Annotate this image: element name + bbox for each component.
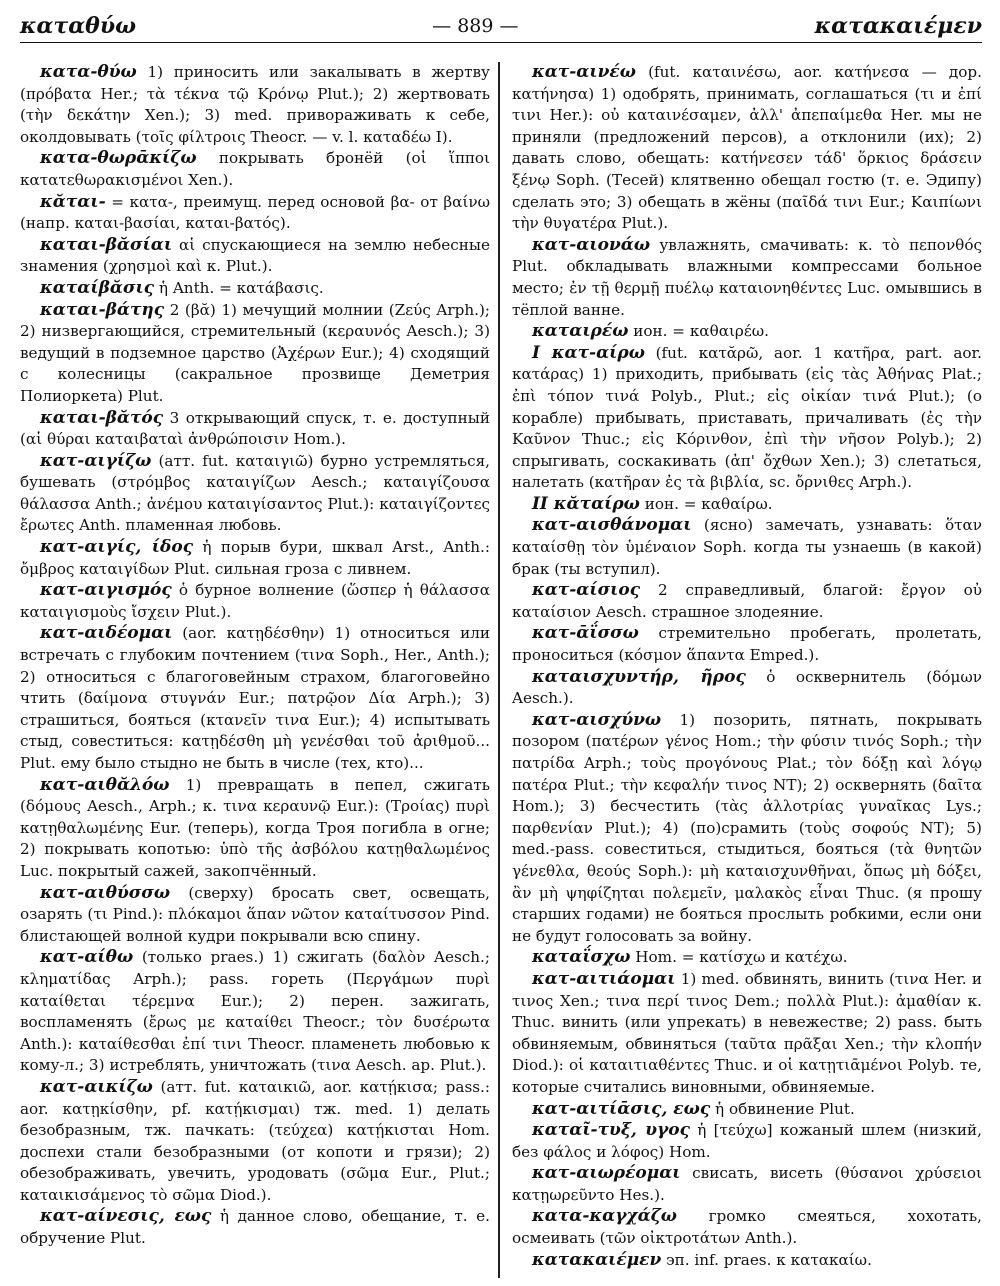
entry-headword: καται-βάτης [40,299,165,320]
entry-headword: κατ-αισχύνω [531,709,662,730]
entry-headword: κατ-αιθύσσω [40,882,171,903]
entry-definition: 3 открывающий спуск, т. е. доступный (αἱ θύραι καταιβαταὶ ἀνθρώποισιν Hom.). [20,408,490,449]
dictionary-entry [512,1206,982,1249]
left-column [20,62,498,1278]
entry-definition: Hom. = κατίσχω и κατέχω. [630,948,848,967]
entry-headword: καταισχυντήρ, ῆρος [531,666,746,687]
entry-definition: 1) med. обвинять, винить (τινα Her. и τινος Xen.; τινα περί τινος Dem.; πολλὰ Plut.): ἀμαθίαν κ. Thuc. винить (или упрекать) в невежестве; 2) pass. быть обвиняемым, обвиняться (ταῦτα πρᾶξαι Xen.; τὴν κλοπήν Diod.): οἱ καταιτιαθέντες Thuc. и οἱ κατῃτιᾱμένοι Polyb. те, которые считались виновными, обвиняемые. [511,969,982,1096]
entry-definition: (aor. κατῃδέσθην) 1) относиться или встречать с глубоким почтением (τινα Soph., Her., Anth.); 2) относиться с благоговейным страхом, благоговейно чтить (δαίμονα στυγνάν Eur.; πατρῷον Δία Arph.); 3) страшиться, бояться (κτανεῖν τινα Eur.); 4) испытывать стыд, совеститься: κατῃδέσθη μὴ γενέσθαι τοῦ ἀριθμοῦ... Plut. ему было стыдно не быть в числе (тех, кто)... [20,624,490,772]
entry-definition: стремительно пробегать, пролетать, проноситься (κόσμον ἅπαντα Emped.). [511,624,982,665]
dictionary-entry [512,321,982,343]
entry-headword: κατ-αίθω [40,947,134,968]
entry-definition: αἱ спускающиеся на землю небесные знамения (χρησμοὶ καὶ κ. Plut.). [20,235,490,276]
right-column [500,62,982,1278]
dictionary-entry [20,192,490,235]
entry-definition: 2 справедливый, благой: ἔργον οὐ καταίσιον Aesch. страшное злодеяние. [511,581,982,621]
dictionary-entry [512,343,982,494]
entry-definition: ἡ данное слово, обещание, т. е. обручение Plut. [20,1207,490,1248]
entry-headword: κατ-αίνεσις, εως [40,1206,212,1227]
entry-definition: ἡ [τεύχω] кожаный шлем (низкий, без φάλος и λόφος) Hom. [511,1121,982,1161]
entry-definition: ἡ порыв бури, шквал Arst., Anth.: ὄμβρος καταιγίδων Plut. сильная гроза с ливнем. [20,538,490,578]
dictionary-entry [20,947,490,1077]
dictionary-entry [512,494,982,516]
dictionary-entry [512,667,982,710]
header-right-catchword: κατακαιέμεν [814,13,982,39]
entry-headword: κατ-αίσιος [531,580,641,601]
entry-definition: (сверху) бросать свет, освещать, озарять (τι Pind.): πλόκαμοι ἅπαν νῶτον καταίτυσσον Pind. блистающей волной кудри покрывали всю спину. [20,883,490,945]
entry-definition: (fut. κατᾰρῶ, aor. 1 κατῆρα, part. aor. κατάρας) 1) приходить, прибывать (εἰς τὰς Ἀθήνας Plat.; ἐπὶ τόπον τινά Polyb., Plut.; εἰς οἰκίαν τινά Plut.); (о корабле) прибывать, приставать, причаливать (ἐς τὴν Καῦνον Thuc.; εἰς Κόρινθον, ἐπὶ τὴν νῆσον Polyb.); 2) спрыгивать, соскакивать (ἀπ' ὄχθων Xen.); 3) слетаться, налетать (κατῆραν ἐς τὰ βιβλία, sc. ὄρνιθες Arph.). [511,343,982,492]
entry-definition: (fut. καταινέσω, aor. κατήνεσα — дор. κατήνησα) 1) одобрять, принимать, соглашаться (τι и ἐπί τινι Her.): οὐ καταινέσαμεν, ἀλλ' ἀπεπαίμεθα Her. мы не приняли (предложений персов), а отклонили (их); 2) давать слово, обещать: κατήνεσεν τάδ' ὅρκιος δράσειν ξένῳ Soph. (Тесей) клятвенно обещал гостю (т. е. Эдипу) сделать это; 3) обещать в жёны (παῖδά τινι Eur.; Καιπίωνι τὴν θυγατέρα Plut.). [511,63,982,233]
dictionary-entry [20,408,490,451]
entry-definition: ион. = καθαιρέω. [628,322,769,341]
entry-headword: κατα-θύω [40,62,137,82]
entry-headword: κατακαιέμεν [531,1249,662,1270]
entry-headword: II κᾰταίρω [531,493,640,514]
dictionary-entry [512,947,982,969]
dictionary-entry [512,62,982,235]
entry-headword: κατ-αιδέομαι [40,623,173,644]
entry-headword: κατ-αιθᾰλόω [40,774,170,795]
dictionary-entry [512,969,982,1099]
dictionary-entry [20,775,490,883]
dictionary-entry [512,1163,982,1206]
entry-definition: покрывать бронёй (οἱ ἵπποι κατατεθωρακισμένοι Xen.). [20,149,490,189]
page-header [20,10,982,43]
dictionary-entry [20,451,490,537]
entry-headword: καται-βᾰτός [40,407,164,428]
entry-headword: καταιρέω [531,321,629,342]
header-left-catchword: καταθύω [20,13,137,39]
entry-definition: ὁ осквернитель (δόμων Aesch.). [511,667,982,708]
entry-definition: = κατα-, преимущ. перед основой βα- от βαίνω (напр. καται-βασίαι, καται-βατός). [20,192,490,233]
entry-headword: κατ-αιγίς, ίδος [40,537,194,558]
entry-definition: (только praes.) 1) сжигать (δαλὸν Aesch.; κληματίδας Arph.); pass. гореть (Περγάμων πυρὶ καταίθεται τέρεμνα Eur.); 2) перен. зажигать, воспламенять (ἔρως με καταίθει Theocr.; τὸν δυσέρωτα Anth.): καταίθεσθαι ἐπί τινι Theocr. пламенеть любовью к кому-л.; 3) истреблять, уничтожать (τινα Aesch. ap. Plut.). [20,948,490,1075]
entry-headword: καταίβᾰσις [40,277,155,298]
dictionary-entry [20,580,490,623]
entry-definition: эп. inf. praes. к κατακαίω. [661,1250,872,1269]
dictionary-entry [20,883,490,948]
entry-definition: ἡ обвинение Plut. [710,1099,855,1118]
dictionary-entry [512,1250,982,1272]
dictionary-entry [20,623,490,774]
entry-definition: (атт. fut. καταιγιῶ) бурно устремляться, бушевать (στρόμβος καταιγίζων Aesch.; καταιγίζουσα θάλασσα Anth.; ἀνέμου καταιγίσαντος Plut.): καταιγίζοντες ἔρωτες Anth. пламенная любовь. [20,451,490,535]
entry-definition: 1) превращать в пепел, сжигать (δόμους Aesch., Arph.; κ. τινα κεραυνῷ Eur.): (Τροίας) πυρὶ κατῃθαλωμένης Eur. (теперь), когда Троя погибла в огне; 2) покрывать копотью: ὑπὸ τῆς ἀσβόλου κατῃθαλωμένος Luc. покрытый сажей, закопчённый. [20,775,490,880]
entry-headword: κατα-καγχάζω [531,1206,677,1227]
dictionary-entry [20,235,490,278]
entry-headword: κατ-αινέω [531,62,636,82]
dictionary-entry [20,148,490,191]
entry-headword: κατ-αιονάω [531,234,651,255]
entry-definition: свисать, висеть (θύσανοι χρύσειοι κατῃωρεῦντο Hes.). [511,1164,982,1204]
entry-headword: καται-βᾰσίαι [40,234,173,255]
entry-headword: κατ-αιτίᾱσις, εως [531,1098,711,1119]
entry-headword: κατ-αιγίζω [40,450,152,471]
entry-headword: I κατ-αίρω [531,342,645,363]
entry-definition: ион. = καθαίρω. [639,494,773,513]
entry-headword: κατ-αικίζω [40,1076,153,1097]
entry-definition: (ясно) замечать, узнавать: ὅταν καταίσθῃ τὸν ὑμέναιον Soph. когда ты узнаешь (в какой) брак (ты вступил). [511,516,982,578]
dictionary-entry [512,515,982,580]
dictionary-entry [512,1099,982,1121]
dictionary-entry [20,300,490,408]
entry-definition: громко смеяться, хохотать, осмеивать (τῶν οἰκτροτάτων Anth.). [511,1207,982,1248]
dictionary-entry [512,580,982,623]
entry-headword: καταΐσχω [531,947,631,968]
dictionary-entry [20,537,490,580]
entry-definition: увлажнять, смачивать: κ. τὸ πεπονθός Plut. обкладывать влажными компрессами больное место; ἐν τῇ θερμῇ πυέλῳ καταιονηθέντες Luc. омывшись в тёплой ванне. [511,235,982,319]
entry-definition: ὁ бурное волнение (ὥσπερ ἡ θάλασσα καταιγισμοὺς ἴσχειν Plut.). [20,581,490,621]
dictionary-entry [20,1077,490,1207]
entry-headword: κᾰται- [40,191,106,212]
entry-definition: (атт. fut. καταικιῶ, aor. κατῄκισα; pass.: aor. κατῃκίσθην, pf. κατῄκισμαι) тж. med. 1) делать безобразным, тж. пачкать: (τεύχεα) κατῄκισται Hom. доспехи стали безобразными (от копоти и грязи); 2) обезображивать, увечить, уродовать (σῶμα Eur., Plut.; καταικισάμενος τὸ σῶμα Diod.). [20,1077,490,1204]
dictionary-entry [512,710,982,948]
dictionary-entry [20,1206,490,1249]
entry-definition: ἡ Anth. = κατάβασις. [154,278,324,297]
dictionary-entry [512,235,982,321]
dictionary-entry [20,62,490,148]
entry-headword: καταῖ-τυξ, υγος [531,1120,690,1141]
dictionary-entry [512,1120,982,1163]
entry-headword: κατ-αιγισμός [40,580,172,601]
entry-definition: 2 (βᾰ) 1) мечущий молнии (Ζεύς Arph.); 2) низвергающийся, стремительный (κεραυνός Aesch.); 3) ведущий в подземное царство (Ἀχέρων Eur.); 4) сходящий с колесницы (сакральное прозвище Деметрия Полиоркета) Plut. [20,300,490,405]
entry-headword: κατα-θωρᾱκίζω [40,148,197,169]
entry-headword: κατ-ᾱΐσσω [531,623,639,644]
dictionary-entry [20,278,490,300]
dictionary-entry [512,623,982,666]
entry-headword: κατ-αισθάνομαι [531,515,692,536]
entry-headword: κατ-αιτιάομαι [531,968,676,989]
dictionary-columns [20,62,982,1278]
entry-headword: κατ-αιωρέομαι [531,1163,681,1184]
page-number: — 889 — [432,15,519,37]
entry-definition: 1) приносить или закалывать в жертву (πρόβατα Her.; τὰ τέκνα τῷ Κρόνῳ Plut.); 2) жертвовать (τὴν δεκάτην Xen.); 3) med. привораживать к себе, околдовывать (τοῖς φίλτροις Theocr. — v. l. καταδέω I). [20,63,490,146]
entry-definition: 1) позорить, пятнать, покрывать позором (πατέρων γένος Hom.; τὴν φύσιν τινός Soph.; τὴν πατρίδα Arph.; τοὺς προγόνους Plat.; τὸν δόξῃ καὶ λόγῳ πατέρα Plut.; τὴν κεφαλήν τινος NT); 2) осквернять (δαῖτα Hom.); 3) бесчестить (τὰς ἀλλοτρίας γυναῖκας Lys.; παρθενίαν Plut.); 4) (по)срамить (τοὺς σοφούς NT); 5) med.-pass. совеститься, стыдиться, бояться (τὰ θνητῶν γένεθλα, θεούς Soph.): μὴ καταισχυνθῆναι, ὅπως μὴ δόξει, ἂν μὴ ψηφίζηται πολεμεῖν, μαλακὸς εἶναι Thuc. (я прошу старших годами) не бояться прослыть робкими, если они не будут голосовать за войну. [511,710,982,945]
